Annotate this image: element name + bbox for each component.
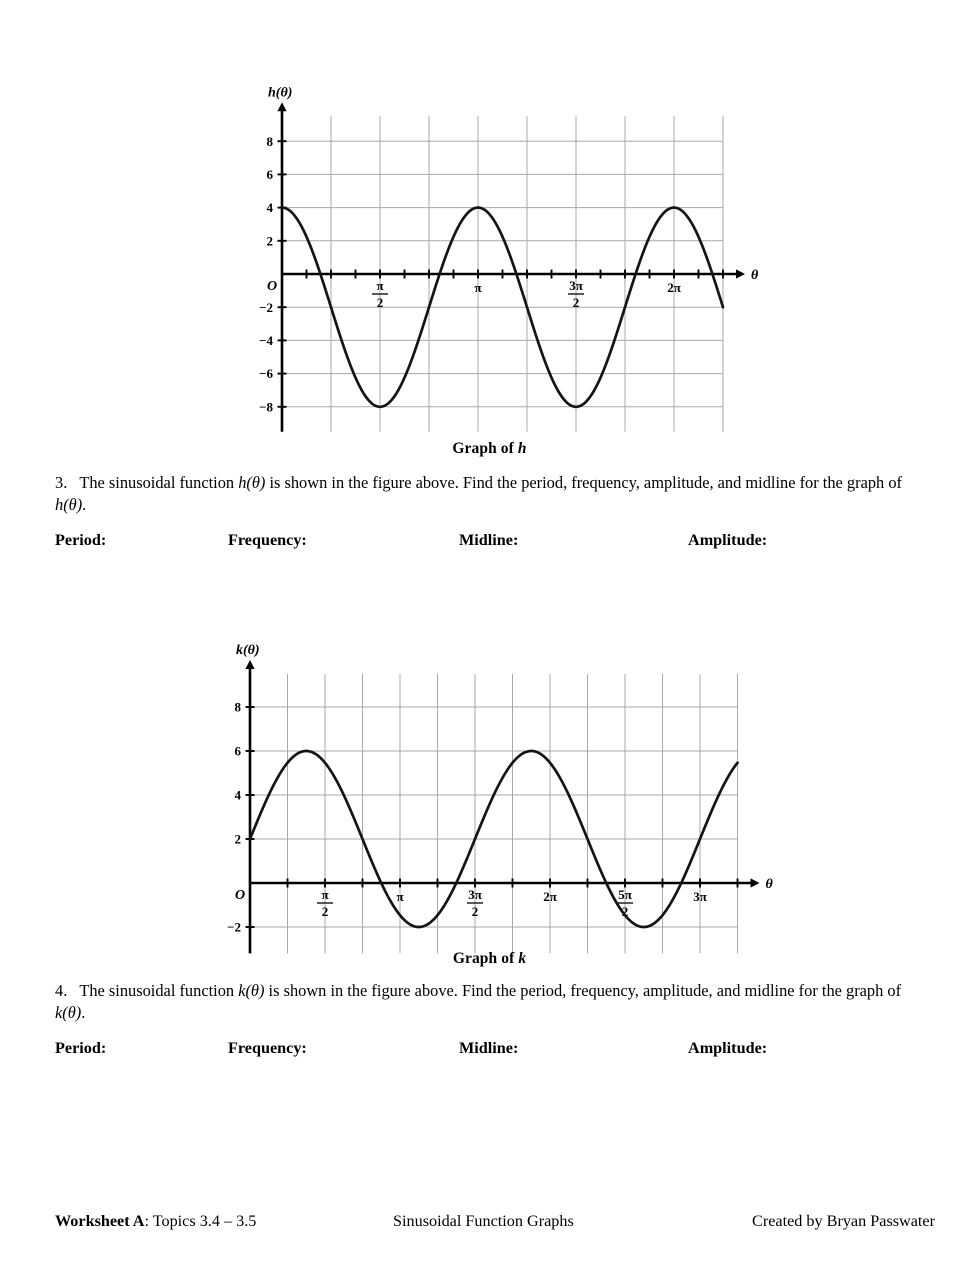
footer-topics: : Topics 3.4 – 3.5: [144, 1212, 257, 1230]
question-3-text-2: is shown in the figure above. Find the period, frequency, amplitude, and midline for the graph of: [265, 473, 903, 492]
footer-left: [55, 1212, 256, 1231]
svg-text:8: 8: [234, 699, 241, 715]
svg-text:4: 4: [234, 787, 241, 803]
svg-text:−2: −2: [226, 919, 241, 935]
question-4-text-2: is shown in the figure above. Find the period, frequency, amplitude, and midline for the graph of: [264, 981, 902, 1000]
question-4-func-2: k(θ): [55, 1002, 82, 1022]
svg-text:2π: 2π: [542, 889, 557, 904]
footer-right: Created by Bryan Passwater: [752, 1212, 935, 1230]
svg-text:8: 8: [266, 133, 273, 149]
caption-var-k: k: [518, 950, 527, 967]
svg-text:−8: −8: [258, 399, 273, 415]
svg-text:2: 2: [321, 904, 328, 919]
caption-var-h: h: [517, 440, 527, 457]
figure-caption-h: [0, 440, 979, 458]
chart-x-tick-labels: [317, 887, 707, 919]
chart-graph-of-h: [240, 78, 758, 438]
chart-x-axis-label: θ: [765, 877, 773, 892]
chart-axes: [277, 102, 745, 431]
svg-text:2: 2: [621, 904, 628, 919]
footer-center: Sinusoidal Function Graphs: [393, 1212, 574, 1230]
svg-text:6: 6: [234, 743, 241, 759]
svg-text:2: 2: [376, 295, 383, 310]
question-3-text-3: .: [82, 494, 87, 514]
chart-graph-of-k: [220, 643, 773, 948]
svg-text:π: π: [375, 278, 384, 293]
prompt-midline-3: Midline:: [459, 531, 519, 549]
question-4-func-1: k(θ): [238, 981, 265, 1000]
svg-text:2: 2: [234, 831, 241, 847]
prompt-amplitude-3: Amplitude:: [688, 531, 768, 549]
svg-text:2: 2: [266, 233, 273, 249]
svg-text:π: π: [473, 280, 482, 295]
footer-worksheet-name: Worksheet A: [55, 1212, 145, 1230]
question-4: [55, 980, 917, 1024]
prompt-period-3: Period:: [55, 531, 107, 549]
chart-y-axis-label: h(θ): [267, 85, 292, 101]
svg-text:2: 2: [572, 295, 579, 310]
page-footer: [55, 1212, 935, 1234]
svg-text:−6: −6: [258, 366, 273, 382]
question-3-func-1: h(θ): [238, 473, 266, 492]
figure-graph-of-h: [0, 78, 979, 458]
prompt-frequency-4: Frequency:: [228, 1039, 307, 1057]
figure-graph-of-k: [0, 643, 979, 968]
question-4-text-1: The sinusoidal function: [79, 981, 239, 1000]
svg-text:2: 2: [471, 904, 478, 919]
question-3-func-2: h(θ): [55, 494, 83, 514]
prompt-period-4: Period:: [55, 1039, 107, 1057]
chart-x-axis-label: θ: [750, 268, 758, 283]
svg-text:3π: 3π: [467, 887, 482, 902]
prompt-frequency-3: Frequency:: [228, 531, 307, 549]
svg-text:3π: 3π: [568, 278, 583, 293]
svg-text:−4: −4: [258, 333, 273, 348]
question-4-text-3: .: [81, 1002, 86, 1022]
svg-text:2π: 2π: [666, 280, 681, 295]
caption-prefix-k: Graph of: [452, 950, 519, 967]
prompt-midline-4: Midline:: [459, 1039, 519, 1057]
svg-text:3π: 3π: [692, 889, 707, 904]
chart-y-axis-label: k(θ): [235, 643, 260, 658]
chart-origin-label: O: [266, 279, 277, 294]
svg-text:π: π: [320, 887, 329, 902]
svg-text:4: 4: [266, 200, 273, 216]
question-3: [55, 472, 917, 516]
figure-caption-k: [0, 950, 979, 968]
svg-text:6: 6: [266, 167, 273, 182]
prompt-amplitude-4: Amplitude:: [688, 1039, 768, 1057]
chart-origin-label: O: [234, 888, 245, 903]
question-4-number: 4.: [55, 981, 68, 1000]
caption-prefix-h: Graph of: [452, 440, 518, 457]
question-3-number: 3.: [55, 473, 68, 492]
svg-text:5π: 5π: [617, 887, 632, 902]
svg-text:−2: −2: [258, 299, 273, 315]
svg-text:π: π: [395, 889, 404, 904]
question-3-text-1: The sinusoidal function: [79, 473, 239, 492]
